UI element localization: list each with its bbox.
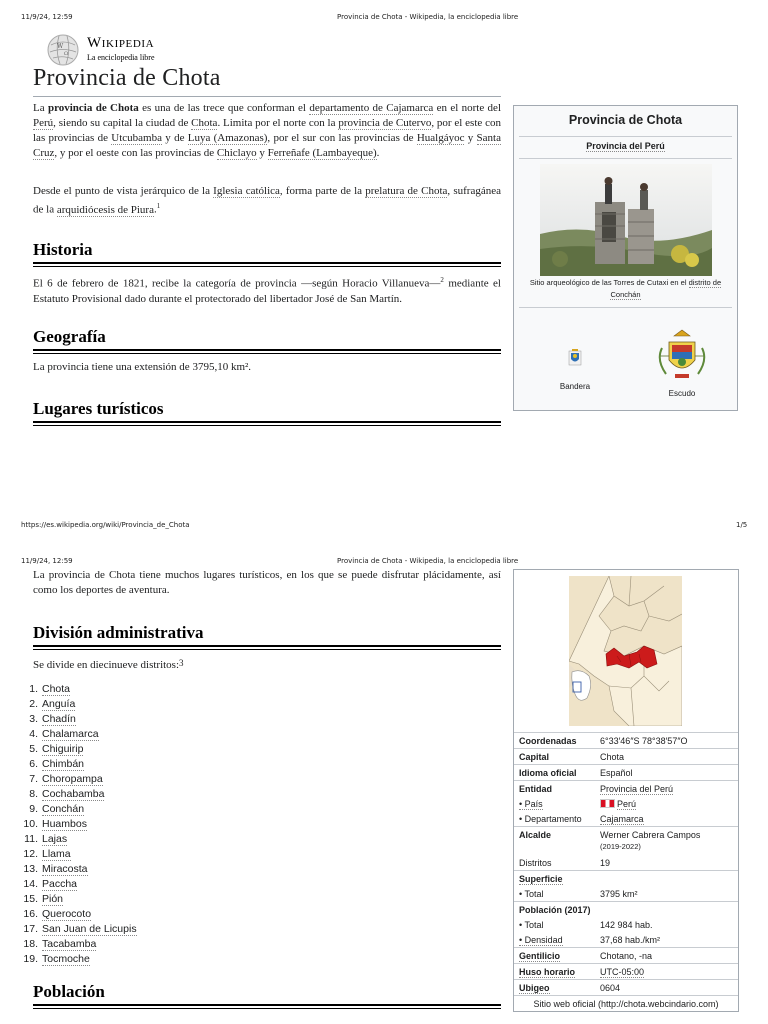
list-item: 3. Chadín [29, 713, 76, 725]
link-ubigeo[interactable]: Ubigeo [519, 982, 550, 993]
district-link[interactable]: San Juan de Licupis [42, 923, 137, 935]
district-link[interactable]: Choropampa [42, 773, 103, 785]
reference-3[interactable]: 3 [179, 658, 184, 668]
print-footer-url[interactable]: https://es.wikipedia.org/wiki/Provincia_de_Chota [21, 521, 190, 529]
official-website-link[interactable]: Sitio web oficial (http://chota.webcindario.com) [533, 998, 719, 1009]
link-densidad[interactable]: • Densidad [519, 934, 563, 945]
district-link[interactable]: Chota [42, 683, 71, 695]
link-chiclayo[interactable]: Chiclayo [216, 147, 257, 159]
poblacion-divider [33, 1004, 501, 1006]
peru-flag-icon [600, 799, 615, 808]
district-link[interactable]: Llama [42, 848, 71, 860]
table-row [514, 811, 738, 826]
list-item: 4. Chalamarca [29, 728, 99, 740]
row-key: Idioma oficial [519, 767, 577, 778]
district-link[interactable]: Querocoto [42, 908, 92, 920]
link-huso-horario[interactable]: Huso horario [519, 966, 576, 977]
row-key [514, 874, 598, 884]
list-item: 18. Tacabamba [23, 938, 97, 950]
heading-geografia: Geografía [33, 327, 106, 346]
svg-text:W: W [57, 43, 64, 50]
row-key [514, 967, 598, 977]
row-key: • Total [519, 919, 544, 930]
table-row [514, 995, 738, 1011]
row-value [598, 965, 738, 979]
district-link[interactable]: Huambos [42, 818, 87, 830]
row-key [514, 935, 598, 945]
heading-division-administrativa: División administrativa [33, 623, 204, 642]
row-key: Entidad [519, 783, 552, 794]
table-row [514, 780, 738, 796]
iglesia-paragraph: Desde el punto de vista jerárquico de la Iglesia católica, forma parte de la prelatura de Chota, sufragánea de la arquidiócesis de Piura.$^1$ [33, 185, 501, 216]
heading-historia: Historia [33, 240, 93, 259]
district-link[interactable]: Anguía [42, 698, 76, 710]
list-item: 15. Pión [23, 893, 64, 905]
row-value: Chota [600, 751, 625, 762]
link-arquidiocesis-piura[interactable]: arquidiócesis de Piura [56, 203, 154, 216]
row-value [598, 797, 738, 811]
table-row [514, 963, 738, 979]
link-hualgayoc[interactable]: Hualgáyoc [416, 132, 465, 144]
link-luya[interactable]: Luya (Amazonas) [187, 132, 268, 144]
list-item: 16. Querocoto [23, 908, 92, 920]
row-key: • Departamento [519, 813, 582, 824]
row-key: Distritos [519, 857, 552, 868]
link-prelatura-chota[interactable]: prelatura de Chota [365, 185, 448, 197]
provincial-flag-image[interactable] [567, 347, 583, 369]
district-link[interactable]: Lajas [42, 833, 68, 845]
print-footer-page: 1/5 [736, 521, 748, 529]
heading-poblacion: Población [33, 982, 105, 1001]
list-item: 1. Chota [29, 683, 71, 695]
row-value: Werner Cabrera Campos (2019-2022) [600, 830, 701, 851]
print-header-date: 11/9/24, 12:59 [21, 13, 73, 21]
row-key: Población (2017) [519, 904, 591, 915]
district-link[interactable]: Cochabamba [42, 788, 105, 800]
district-link[interactable]: Chadín [42, 713, 76, 725]
title-divider [33, 96, 501, 97]
division-divider-2 [33, 649, 501, 650]
district-link[interactable]: Pión [42, 893, 64, 905]
row-value: Chotano, -na [600, 950, 653, 961]
wikipedia-tagline: La enciclopedia libre [87, 53, 155, 62]
historia-paragraph: El 6 de febrero de 1821, recibe la categoría de provincia —según Horacio Villanueva—$^2$ mediante el Estatuto Provisional dado durante el protectorado del libertador José de San Martín. [33, 276, 501, 305]
table-row [514, 855, 738, 870]
district-link[interactable]: Chimbán [42, 758, 85, 770]
table-row [514, 947, 738, 963]
link-provincia-del-peru[interactable]: Provincia del Perú [586, 141, 665, 151]
wikipedia-wordmark[interactable]: Wikipedia [87, 35, 155, 51]
table-row [514, 732, 738, 748]
table-row [514, 932, 738, 947]
historia-divider [33, 262, 501, 264]
row-value: 19 [600, 857, 611, 868]
link-departamento-cajamarca[interactable]: departamento de Cajamarca [309, 102, 434, 114]
poblacion-divider-2 [33, 1008, 501, 1009]
geografia-divider [33, 349, 501, 351]
link-gentilicio[interactable]: Gentilicio [519, 950, 561, 961]
table-row [514, 917, 738, 932]
print-header-date-p2: 11/9/24, 12:59 [21, 557, 73, 565]
link-peru-country[interactable]: Perú [617, 798, 637, 809]
division-intro: Se divide en diecinueve distritos:3 [33, 658, 184, 671]
row-key: Coordenadas [519, 735, 577, 746]
coordinates-value[interactable]: 6°33′46″S 78°38′57″O [600, 735, 688, 746]
lugares-divider [33, 421, 501, 423]
link-utcubamba[interactable]: Utcubamba [111, 132, 162, 144]
photo-caption: Sitio arqueológico de las Torres de Cutaxi en el distrito de Conchán [529, 278, 722, 299]
list-item: 7. Choropampa [29, 773, 103, 785]
historia-divider-2 [33, 266, 501, 267]
row-key [514, 799, 598, 809]
list-item: 17. San Juan de Licupis [23, 923, 137, 935]
list-item: 10. Huambos [23, 818, 87, 830]
wikipedia-globe-icon[interactable] [45, 33, 81, 67]
division-divider [33, 645, 501, 647]
district-link[interactable]: Chalamarca [42, 728, 99, 740]
lugares-divider-2 [33, 425, 501, 426]
chota-locator-map[interactable] [569, 576, 682, 726]
infobox-subtitle [514, 141, 737, 151]
row-value: Español [600, 767, 633, 778]
row-value: 0604 [600, 982, 621, 993]
district-link[interactable]: Miracosta [42, 863, 88, 875]
table-row [514, 796, 738, 811]
row-key [514, 951, 598, 961]
district-link[interactable]: Chiguirip [42, 743, 84, 755]
table-row [514, 979, 738, 995]
row-value: 142 984 hab. [600, 919, 653, 930]
list-item: 12. Llama [23, 848, 71, 860]
link-entidad[interactable]: Provincia del Perú [600, 783, 674, 794]
row-key: Capital [519, 751, 550, 762]
row-value: 37,68 hab./km² [600, 934, 661, 945]
link-superficie[interactable]: Superficie [519, 873, 563, 884]
geografia-divider-2 [33, 353, 501, 354]
infobox-data-table [513, 732, 739, 1012]
district-link[interactable]: Conchán [42, 803, 85, 815]
intro-paragraph: La provincia de Chota es una de las trece que conforman el departamento de Cajamarca en el norte del Perú, siendo su capital la ciudad de Chota. Limita por el norte con la provincia de Cutervo, por el este con las provincias de Utcubamba y de Luya (Amazonas), por el sur con las provincias de Hualgáyoc y Santa Cruz, y por el oeste con las provincias de Chiclayo y Ferreñafe (Lambayeque). [33, 102, 501, 159]
link-utc[interactable]: UTC-05:00 [600, 966, 645, 977]
district-link[interactable]: Tocmoche [42, 953, 90, 965]
list-item: 2. Anguía [29, 698, 76, 710]
geografia-paragraph: La provincia tiene una extensión de 3795,10 km². [33, 361, 252, 373]
row-value: 3795 km² [600, 888, 638, 899]
link-distrito-conchan[interactable]: distrito de Conchán [610, 278, 722, 299]
table-row [514, 901, 738, 917]
list-item: 14. Paccha [23, 878, 78, 890]
row-value [598, 812, 738, 826]
list-item: 6. Chimbán [29, 758, 85, 770]
infobox [513, 105, 738, 411]
svg-text:Ω: Ω [64, 51, 69, 57]
heading-lugares-turisticos: Lugares turísticos [33, 399, 164, 418]
reference-2[interactable]: 2 [440, 276, 444, 284]
flag-label: Bandera [559, 382, 591, 391]
row-value [598, 782, 738, 796]
list-item: 5. Chiguirip [29, 743, 84, 755]
list-item: 11. Lajas [24, 833, 68, 845]
cutaxi-ruins-photo[interactable] [540, 164, 712, 276]
page-title: Provincia de Chota [33, 65, 221, 91]
table-row [514, 870, 738, 886]
print-header-title-p2: Provincia de Chota - Wikipedia, la enciclopedia libre [337, 557, 519, 565]
link-santa-cruz[interactable]: Santa Cruz [33, 132, 501, 159]
link-peru[interactable]: Perú [33, 117, 54, 129]
link-ferrenafe[interactable]: Ferreñafe (Lambayeque) [267, 147, 377, 159]
shield-label: Escudo [668, 389, 696, 398]
reference-1[interactable]: 1 [156, 202, 161, 210]
district-list [21, 682, 137, 967]
table-row [514, 748, 738, 764]
infobox-title: Provincia de Chota [568, 113, 683, 127]
table-row [514, 826, 738, 855]
row-key [514, 983, 598, 993]
link-cajamarca[interactable]: Cajamarca [600, 813, 644, 824]
table-row [514, 764, 738, 780]
table-row [514, 886, 738, 901]
row-key: Alcalde [519, 830, 552, 840]
list-item: 19. Tocmoche [23, 953, 90, 965]
link-provincia-cutervo[interactable]: provincia de Cutervo [338, 117, 432, 129]
link-chota[interactable]: Chota [191, 117, 218, 129]
district-link[interactable]: Tacabamba [42, 938, 97, 950]
provincial-shield-image[interactable] [657, 328, 707, 384]
print-header-title: Provincia de Chota - Wikipedia, la enciclopedia libre [337, 13, 519, 21]
list-item: 9. Conchán [29, 803, 85, 815]
list-item: 13. Miracosta [23, 863, 88, 875]
lugares-paragraph: La provincia de Chota tiene muchos lugares turísticos, en los que se puede disfrutar plácidamente, así como los deportes de aventura. [33, 569, 501, 596]
link-iglesia-catolica[interactable]: Iglesia católica [213, 185, 280, 197]
row-key: • Total [519, 888, 544, 899]
district-link[interactable]: Paccha [42, 878, 78, 890]
link-pais[interactable]: • País [519, 798, 543, 809]
locator-map-box [513, 569, 739, 733]
list-item: 8. Cochabamba [29, 788, 105, 800]
